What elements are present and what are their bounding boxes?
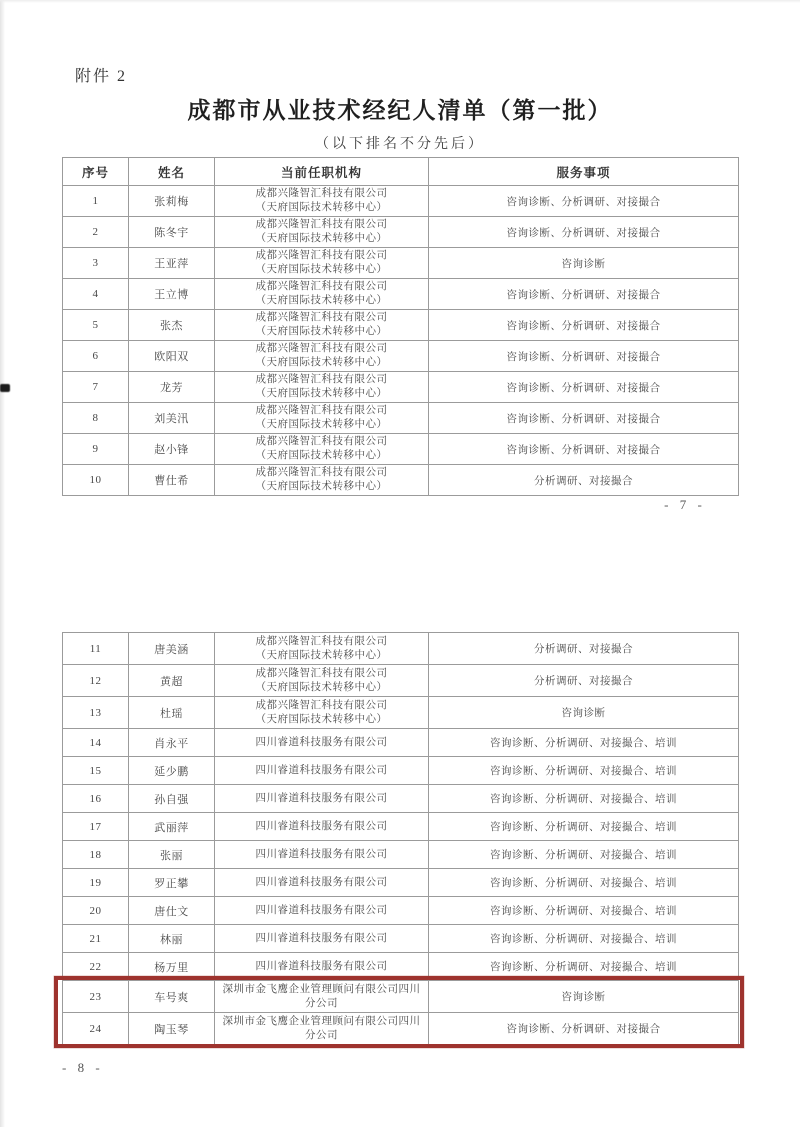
organization-line-2: （天府国际技术转移中心） — [255, 264, 388, 275]
organization-line-2: （天府国际技术转移中心） — [255, 326, 388, 337]
table-row — [63, 925, 739, 953]
services-cell: 分析调研、对接撮合 — [429, 465, 739, 496]
table-row — [63, 665, 739, 697]
organization-cell — [215, 248, 429, 279]
organization-cell — [215, 665, 429, 697]
organization-line-2: （天府国际技术转移中心） — [255, 481, 388, 492]
organization-line-1: 成都兴隆智汇科技有限公司 — [255, 343, 388, 354]
row-number-cell: 2 — [63, 217, 129, 248]
person-name-cell: 龙芳 — [129, 372, 215, 403]
organization-line-2: （天府国际技术转移中心） — [255, 450, 388, 461]
header-service-items: 服务事项 — [429, 158, 739, 186]
services-cell: 咨询诊断、分析调研、对接撮合 — [429, 186, 739, 217]
table-row — [63, 869, 739, 897]
services-cell: 咨询诊断、分析调研、对接撮合 — [429, 279, 739, 310]
header-serial-number: 序号 — [63, 158, 129, 186]
organization-cell — [215, 310, 429, 341]
organization-line-1: 四川睿道科技服务有限公司 — [255, 960, 388, 972]
table-row — [63, 434, 739, 465]
organization-line-1: 成都兴隆智汇科技有限公司 — [255, 281, 388, 292]
organization-line-2: （天府国际技术转移中心） — [255, 202, 388, 213]
table-row — [63, 757, 739, 785]
organization-line-2: （天府国际技术转移中心） — [255, 388, 388, 399]
organization-line-2: （天府国际技术转移中心） — [255, 649, 388, 661]
page-subtitle: （以下排名不分先后） — [315, 137, 485, 152]
scan-top-edge-shadow — [0, 0, 800, 3]
organization-cell — [215, 757, 429, 785]
page-number-7: - 7 - — [664, 497, 706, 512]
organization-line-1: 深圳市金飞鹰企业管理顾问有限公司四川分公司 — [222, 1015, 421, 1041]
table-body-rows-11-13 — [63, 633, 739, 729]
row-number-cell: 11 — [63, 633, 129, 665]
services-cell: 咨询诊断、分析调研、对接撮合 — [429, 1013, 739, 1045]
row-number-cell: 22 — [63, 953, 129, 981]
services-cell: 分析调研、对接撮合 — [429, 633, 739, 665]
organization-cell — [215, 403, 429, 434]
person-name-cell: 孙自强 — [129, 785, 215, 813]
organization-line-1: 成都兴隆智汇科技有限公司 — [255, 699, 388, 711]
organization-line-1: 四川睿道科技服务有限公司 — [255, 876, 388, 888]
row-number-cell: 12 — [63, 665, 129, 697]
person-name-cell: 刘美汛 — [129, 403, 215, 434]
organization-cell — [215, 925, 429, 953]
services-cell: 咨询诊断、分析调研、对接撮合、培训 — [429, 813, 739, 841]
organization-line-1: 四川睿道科技服务有限公司 — [255, 820, 388, 832]
row-number-cell: 19 — [63, 869, 129, 897]
table-body-rows-23-24-highlighted — [63, 981, 739, 1045]
organization-cell — [215, 217, 429, 248]
row-number-cell: 21 — [63, 925, 129, 953]
person-name-cell: 张丽 — [129, 841, 215, 869]
services-cell: 咨询诊断、分析调研、对接撮合、培训 — [429, 785, 739, 813]
table-row — [63, 841, 739, 869]
organization-cell — [215, 869, 429, 897]
table-row — [63, 310, 739, 341]
table-row — [63, 729, 739, 757]
organization-line-1: 四川睿道科技服务有限公司 — [255, 792, 388, 804]
organization-cell — [215, 813, 429, 841]
row-number-cell: 1 — [63, 186, 129, 217]
organization-cell — [215, 372, 429, 403]
table-row — [63, 403, 739, 434]
organization-line-2: （天府国际技术转移中心） — [255, 681, 388, 693]
table-body-rows-14-22 — [63, 729, 739, 981]
organization-line-1: 成都兴隆智汇科技有限公司 — [255, 405, 388, 416]
organization-line-1: 成都兴隆智汇科技有限公司 — [255, 436, 388, 447]
table-row — [63, 953, 739, 981]
organization-line-1: 成都兴隆智汇科技有限公司 — [255, 312, 388, 323]
services-cell: 咨询诊断、分析调研、对接撮合、培训 — [429, 757, 739, 785]
row-number-cell: 9 — [63, 434, 129, 465]
person-name-cell: 罗正攀 — [129, 869, 215, 897]
attachment-label: 附件 2 — [75, 68, 128, 85]
row-number-cell: 17 — [63, 813, 129, 841]
services-cell: 咨询诊断、分析调研、对接撮合 — [429, 217, 739, 248]
row-number-cell: 20 — [63, 897, 129, 925]
table-row — [63, 248, 739, 279]
organization-cell — [215, 729, 429, 757]
services-cell: 咨询诊断、分析调研、对接撮合、培训 — [429, 841, 739, 869]
table-row — [63, 341, 739, 372]
organization-cell — [215, 785, 429, 813]
person-name-cell: 黄超 — [129, 665, 215, 697]
table-row — [63, 785, 739, 813]
person-name-cell: 车号爽 — [129, 981, 215, 1013]
services-cell: 咨询诊断、分析调研、对接撮合 — [429, 310, 739, 341]
services-cell: 咨询诊断、分析调研、对接撮合、培训 — [429, 897, 739, 925]
table-row — [63, 279, 739, 310]
person-name-cell: 杨万里 — [129, 953, 215, 981]
organization-line-1: 四川睿道科技服务有限公司 — [255, 848, 388, 860]
table-body-rows-1-10 — [63, 186, 739, 496]
table-row — [63, 633, 739, 665]
services-cell: 咨询诊断 — [429, 248, 739, 279]
organization-cell — [215, 697, 429, 729]
services-cell: 分析调研、对接撮合 — [429, 665, 739, 697]
row-number-cell: 23 — [63, 981, 129, 1013]
services-cell: 咨询诊断、分析调研、对接撮合、培训 — [429, 869, 739, 897]
organization-line-1: 成都兴隆智汇科技有限公司 — [255, 667, 388, 679]
person-name-cell: 王立博 — [129, 279, 215, 310]
organization-line-1: 成都兴隆智汇科技有限公司 — [255, 467, 388, 478]
row-number-cell: 4 — [63, 279, 129, 310]
organization-line-2: （天府国际技术转移中心） — [255, 357, 388, 368]
row-number-cell: 14 — [63, 729, 129, 757]
table-row — [63, 372, 739, 403]
organization-cell — [215, 186, 429, 217]
person-name-cell: 唐美涵 — [129, 633, 215, 665]
organization-cell — [215, 897, 429, 925]
organization-line-1: 成都兴隆智汇科技有限公司 — [255, 219, 388, 230]
services-cell: 咨询诊断、分析调研、对接撮合 — [429, 434, 739, 465]
organization-line-1: 成都兴隆智汇科技有限公司 — [255, 374, 388, 385]
person-name-cell: 欧阳双 — [129, 341, 215, 372]
services-cell: 咨询诊断 — [429, 981, 739, 1013]
row-number-cell: 10 — [63, 465, 129, 496]
row-number-cell: 24 — [63, 1013, 129, 1045]
person-name-cell: 陶玉琴 — [129, 1013, 215, 1045]
table-row — [63, 897, 739, 925]
row-number-cell: 8 — [63, 403, 129, 434]
organization-line-2: （天府国际技术转移中心） — [255, 295, 388, 306]
organization-line-1: 成都兴隆智汇科技有限公司 — [255, 635, 388, 647]
person-name-cell: 王亚萍 — [129, 248, 215, 279]
person-name-cell: 林丽 — [129, 925, 215, 953]
row-number-cell: 5 — [63, 310, 129, 341]
organization-line-1: 四川睿道科技服务有限公司 — [255, 932, 388, 944]
person-name-cell: 张莉梅 — [129, 186, 215, 217]
services-cell: 咨询诊断、分析调研、对接撮合 — [429, 341, 739, 372]
services-cell: 咨询诊断、分析调研、对接撮合、培训 — [429, 729, 739, 757]
row-number-cell: 18 — [63, 841, 129, 869]
person-name-cell: 杜瑶 — [129, 697, 215, 729]
organization-line-2: （天府国际技术转移中心） — [255, 419, 388, 430]
person-name-cell: 肖永平 — [129, 729, 215, 757]
organization-line-1: 四川睿道科技服务有限公司 — [255, 764, 388, 776]
organization-cell — [215, 465, 429, 496]
roster-table-page-8 — [62, 632, 739, 1045]
services-cell: 咨询诊断 — [429, 697, 739, 729]
page-number-8: - 8 - — [62, 1060, 104, 1075]
organization-cell — [215, 633, 429, 665]
person-name-cell: 赵小锋 — [129, 434, 215, 465]
table-header — [63, 158, 739, 186]
services-cell: 咨询诊断、分析调研、对接撮合、培训 — [429, 953, 739, 981]
organization-cell — [215, 1013, 429, 1045]
header-name: 姓名 — [129, 158, 215, 186]
organization-cell — [215, 953, 429, 981]
table-row — [63, 186, 739, 217]
person-name-cell: 曹仕希 — [129, 465, 215, 496]
row-number-cell: 15 — [63, 757, 129, 785]
row-number-cell: 3 — [63, 248, 129, 279]
table-row — [63, 1013, 739, 1045]
roster-table-page-7 — [62, 157, 739, 496]
row-number-cell: 7 — [63, 372, 129, 403]
services-cell: 咨询诊断、分析调研、对接撮合 — [429, 403, 739, 434]
table-row — [63, 813, 739, 841]
person-name-cell: 唐仕文 — [129, 897, 215, 925]
organization-line-2: （天府国际技术转移中心） — [255, 713, 388, 725]
table-row — [63, 465, 739, 496]
services-cell: 咨询诊断、分析调研、对接撮合 — [429, 372, 739, 403]
organization-cell — [215, 434, 429, 465]
header-current-organization: 当前任职机构 — [215, 158, 429, 186]
organization-cell — [215, 279, 429, 310]
page-title: 成都市从业技术经纪人清单（第一批） — [187, 98, 613, 123]
table-row — [63, 981, 739, 1013]
organization-line-1: 四川睿道科技服务有限公司 — [255, 904, 388, 916]
scan-artifact-mark — [0, 384, 10, 392]
organization-line-2: （天府国际技术转移中心） — [255, 233, 388, 244]
person-name-cell: 延少鹏 — [129, 757, 215, 785]
table-row — [63, 217, 739, 248]
organization-line-1: 四川睿道科技服务有限公司 — [255, 736, 388, 748]
person-name-cell: 陈冬宇 — [129, 217, 215, 248]
organization-line-1: 深圳市金飞鹰企业管理顾问有限公司四川分公司 — [222, 983, 421, 1009]
row-number-cell: 16 — [63, 785, 129, 813]
services-cell: 咨询诊断、分析调研、对接撮合、培训 — [429, 925, 739, 953]
organization-cell — [215, 341, 429, 372]
organization-line-1: 成都兴隆智汇科技有限公司 — [255, 188, 388, 199]
organization-line-1: 成都兴隆智汇科技有限公司 — [255, 250, 388, 261]
person-name-cell: 武丽萍 — [129, 813, 215, 841]
table-row — [63, 697, 739, 729]
person-name-cell: 张杰 — [129, 310, 215, 341]
row-number-cell: 13 — [63, 697, 129, 729]
organization-cell — [215, 981, 429, 1013]
row-number-cell: 6 — [63, 341, 129, 372]
scan-left-edge-shadow — [0, 0, 5, 1127]
organization-cell — [215, 841, 429, 869]
